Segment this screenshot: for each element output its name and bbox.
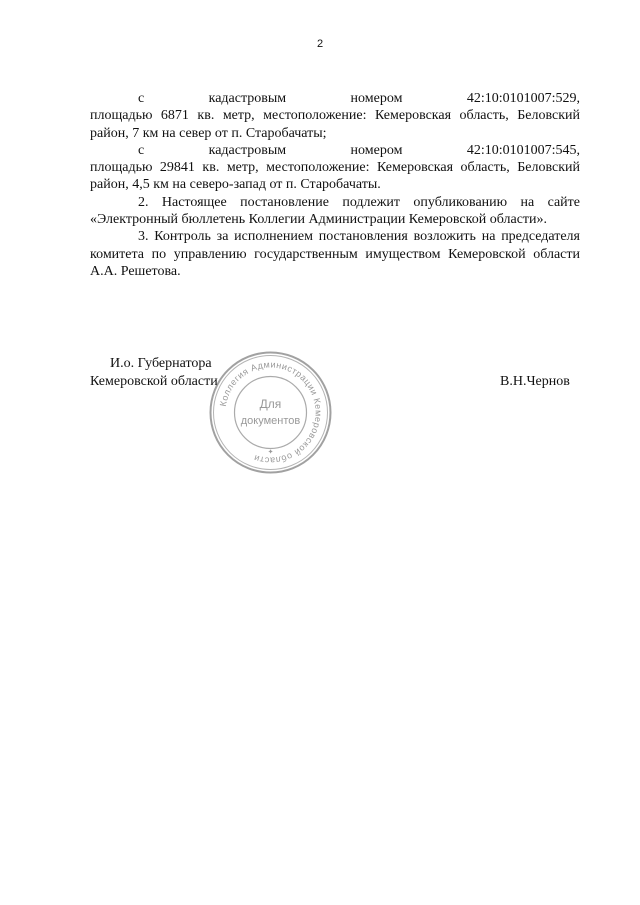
stamp-star-icon: ✦ <box>267 448 274 456</box>
parcel-word: кадастровым <box>208 91 287 106</box>
parcel-word2: номером <box>350 142 403 158</box>
stamp-ring-text: Коллегия Администрации Кемеровской области <box>217 359 324 466</box>
page-number: 2 <box>316 38 324 50</box>
parcel-first-line <box>90 90 580 107</box>
parcel-description: площадью 6871 кв. метр, местоположение: Кемеровская область, Беловский район, 7 км на север от п. Старобачаты; <box>90 108 580 141</box>
signatory-name: В.Н.Чернов <box>500 374 570 389</box>
official-stamp <box>208 350 333 475</box>
cadastral-number: 42:10:0101007:529, <box>466 91 580 106</box>
parcel-prefix: с <box>138 142 145 158</box>
parcel-first-line <box>90 142 580 159</box>
document-body <box>90 90 580 280</box>
clause-3-paragraph: 3. Контроль за исполнением постановления возложить на председателя комитета по управлению государственным имуществом Кемеровской области А.А. Решетова. <box>90 229 580 279</box>
stamp-center-line2: документов <box>240 415 301 427</box>
parcel-word2: номером <box>350 91 403 106</box>
signatory-position-line1: И.о. Губернатора <box>110 356 212 371</box>
signatory-position-line2: Кемеровской области <box>90 374 218 389</box>
clause-2-paragraph: 2. Настоящее постановление подлежит опубликованию на сайте «Электронный бюллетень Коллегии Администрации Кемеровской области». <box>90 194 580 228</box>
stamp-center-line1: Для <box>259 397 282 411</box>
parcel-item-2 <box>90 142 580 194</box>
cadastral-number: 42:10:0101007:545, <box>466 142 580 158</box>
parcel-word: кадастровым <box>208 142 287 158</box>
parcel-item-1 <box>90 90 580 142</box>
parcel-description: площадью 29841 кв. метр, местоположение: Кемеровская область, Беловский район, 4,5 км на северо-запад от п. Старобачаты. <box>90 160 580 193</box>
parcel-prefix: с <box>138 91 145 106</box>
